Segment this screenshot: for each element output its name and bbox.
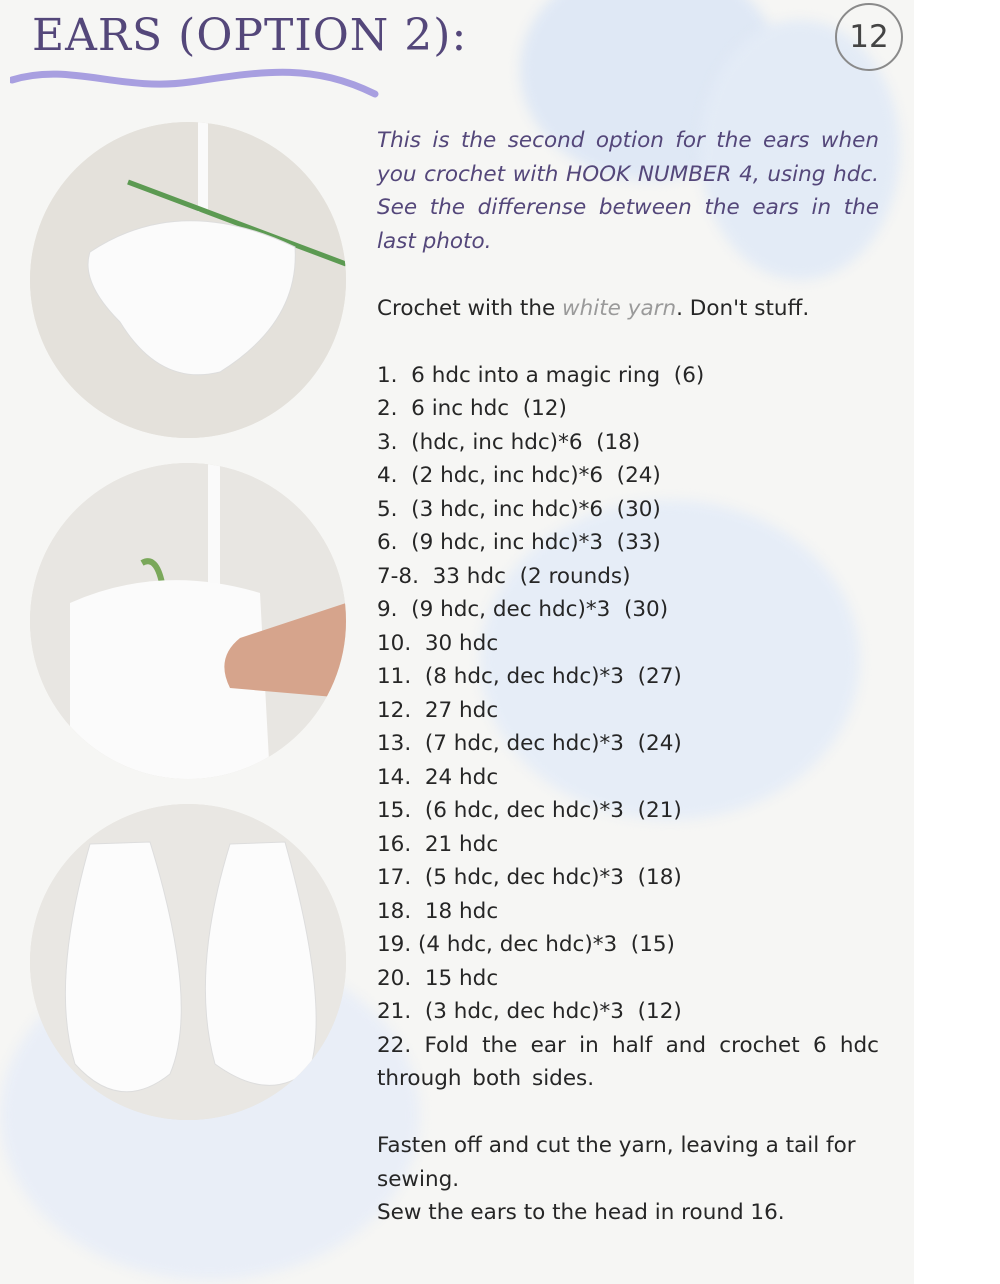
sew-instruction: Sew the ears to the head in round 16. [377,1200,785,1225]
round-item: 2. 6 inc hdc (12) [377,396,567,421]
round-item: 21. (3 hdc, dec hdc)*3 (12) [377,999,682,1024]
rounds-list [377,359,879,1096]
round-item: 15. (6 hdc, dec hdc)*3 (21) [377,798,682,823]
page-number: 12 [835,3,903,71]
round-item: 3. (hdc, inc hdc)*6 (18) [377,429,641,455]
round-item: 14. 24 hdc [377,764,499,790]
yarn-color: white yarn [562,295,677,321]
round-item: 4. (2 hdc, inc hdc)*6 (24) [377,463,661,488]
photo-ear-folding [30,463,346,779]
pattern-text [377,124,879,1230]
finish-instruction: Fasten off and cut the yarn, leaving a tail for sewing. [377,1133,856,1192]
page-title: EARS (OPTION 2): [32,10,468,61]
round-item: 20. 15 hdc [377,965,499,991]
round-item: 13. (7 hdc, dec hdc)*3 (24) [377,731,682,756]
yarn-text-before: Crochet with the [377,295,563,321]
round-item: 12. 27 hdc [377,697,499,723]
round-item: 1. 6 hdc into a magic ring (6) [377,362,705,388]
round-item: 22. Fold the ear in half and crochet 6 hdc through both sides. [377,1032,879,1091]
round-item: 5. (3 hdc, inc hdc)*6 (30) [377,496,661,522]
round-item: 17. (5 hdc, dec hdc)*3 (18) [377,865,682,890]
intro-text: This is the second option for the ears when you crochet with HOOK NUMBER 4, using hdc. See the differense between the ears in the last photo. [377,128,879,254]
round-item: 11. (8 hdc, dec hdc)*3 (27) [377,664,682,689]
photo-finished-ears [30,804,346,1120]
round-item: 6. (9 hdc, inc hdc)*3 (33) [377,530,661,555]
photo-ear-with-hook [30,122,346,438]
yarn-text-after: . Don't stuff. [676,295,810,321]
round-item: 16. 21 hdc [377,831,499,857]
round-item: 18. 18 hdc [377,898,499,924]
round-item: 19. (4 hdc, dec hdc)*3 (15) [377,932,675,957]
round-item: 9. (9 hdc, dec hdc)*3 (30) [377,597,669,622]
round-item: 7-8. 33 hdc (2 rounds) [377,563,631,589]
title-underline-wave [10,62,380,98]
round-item: 10. 30 hdc [377,630,499,656]
yarn-instruction [377,292,879,326]
